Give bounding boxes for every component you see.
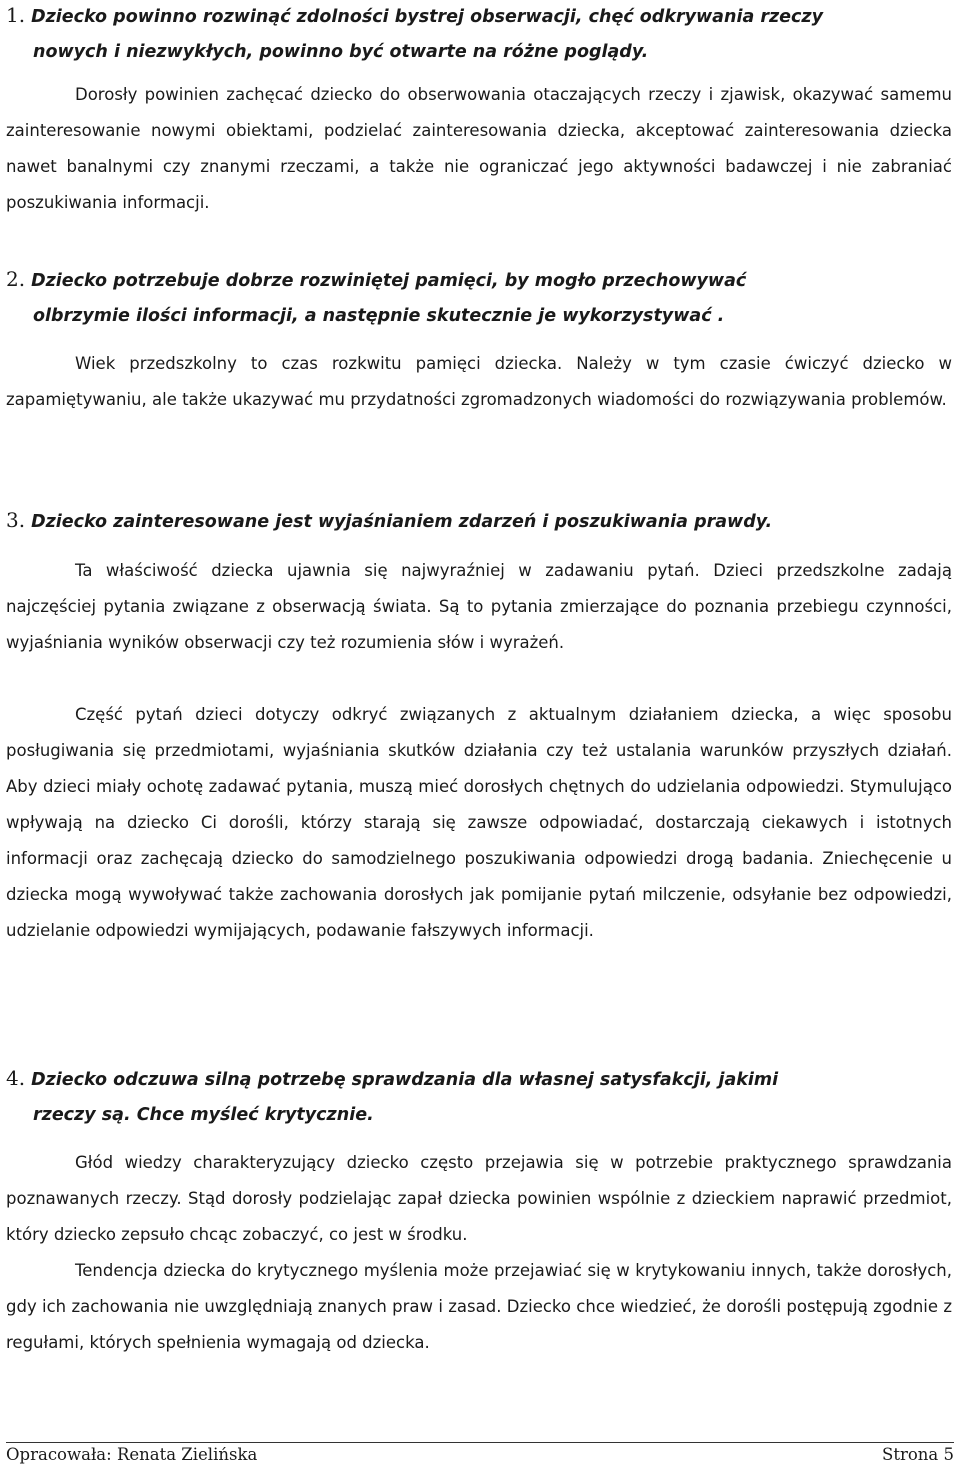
section-1-paragraph-1: Dorosły powinien zachęcać dziecko do obserwowania otaczających rzeczy i zjawisk, okazywać samemu zainteresowanie nowymi obiektami, podzielać zainteresowania dziecka, akceptować zainteresowania dziecka nawet banalnymi czy znanymi rzeczami, a także nie ograniczać jego aktywności badawczej i nie zabraniać poszukiwania informacji.: [6, 85, 952, 212]
section-2-number: 2.: [6, 267, 26, 291]
section-4-heading-line1: Dziecko odczuwa silną potrzebę sprawdzania dla własnej satysfakcji, jakimi: [31, 1070, 779, 1090]
footer-page-number: Strona 5: [882, 1445, 954, 1464]
section-1-heading-line2: nowych i niezwykłych, powinno być otwarte na różne poglądy.: [33, 42, 649, 62]
section-1-heading: [6, 0, 954, 70]
section-3-heading-line1: Dziecko zainteresowane jest wyjaśnianiem zdarzeń i poszukiwania prawdy.: [31, 512, 773, 532]
section-4-heading: [6, 1061, 954, 1133]
section-4-number: 4.: [6, 1066, 26, 1090]
section-2-paragraph-1: Wiek przedszkolny to czas rozkwitu pamięci dziecka. Należy w tym czasie ćwiczyć dziecko w zapamiętywaniu, ale także ukazywać mu przydatności zgromadzonych wiadomości do rozwiązywania problemów.: [6, 354, 952, 409]
section-2-heading-line1: Dziecko potrzebuje dobrze rozwiniętej pamięci, by mogło przechowywać: [31, 271, 747, 291]
section-2-heading: [6, 262, 954, 334]
section-4-heading-line2: rzeczy są. Chce myśleć krytycznie.: [33, 1105, 374, 1125]
section-4-paragraph-2: Tendencja dziecka do krytycznego myślenia może przejawiać się w krytykowaniu innych, także dorosłych, gdy ich zachowania nie uwzględniają znanych praw i zasad. Dziecko chce wiedzieć, że dorośli postępują zgodnie z regułami, których spełnienia wymagają od dziecka.: [6, 1261, 952, 1352]
section-1-number: 1.: [6, 3, 26, 27]
section-3-paragraph-1: Ta właściwość dziecka ujawnia się najwyraźniej w zadawaniu pytań. Dzieci przedszkolne zadają najczęściej pytania związane z obserwacją świata. Są to pytania zmierzające do poznania przebiegu czynności, wyjaśniania wyników obserwacji czy też rozumienia słów i wyrażeń.: [6, 561, 952, 652]
section-3-paragraph-2: Część pytań dzieci dotyczy odkryć związanych z aktualnym działaniem dziecka, a więc sposobu posługiwania się przedmiotami, wyjaśniania skutków działania czy też ustalania warunków przyszłych działań. Aby dzieci miały ochotę zadawać pytania, muszą mieć dorosłych chętnych do udzielania odpowiedzi. Stymulująco wpływają na dziecko Ci dorośli, którzy starają się zawsze odpowiadać, dostarczają ciekawych i istotnych informacji oraz zachęcają dziecko do samodzielnego poszukiwania odpowiedzi drogą badania. Zniechęcenie u dziecka mogą wywoływać także zachowania dorosłych jak pomijanie pytań milczenie, odsyłanie bez odpowiedzi, udzielanie odpowiedzi wymijających, podawanie fałszywych informacji.: [6, 705, 952, 940]
section-3-number: 3.: [6, 508, 26, 532]
section-3-heading: [6, 503, 954, 540]
footer-author: Opracowała: Renata Zielińska: [6, 1445, 258, 1464]
section-4-paragraph-1: Głód wiedzy charakteryzujący dziecko często przejawia się w potrzebie praktycznego sprawdzania poznawanych rzeczy. Stąd dorosły podzielając zapał dziecka powinien wspólnie z dzieckiem naprawić przedmiot, który dziecko zepsuło chcąc zobaczyć, co jest w środku.: [6, 1153, 952, 1244]
section-1-heading-line1: Dziecko powinno rozwinąć zdolności bystrej obserwacji, chęć odkrywania rzeczy: [31, 7, 823, 27]
page-footer: [6, 1442, 954, 1464]
section-2-heading-line2: olbrzymie ilości informacji, a następnie skutecznie je wykorzystywać .: [33, 306, 725, 326]
